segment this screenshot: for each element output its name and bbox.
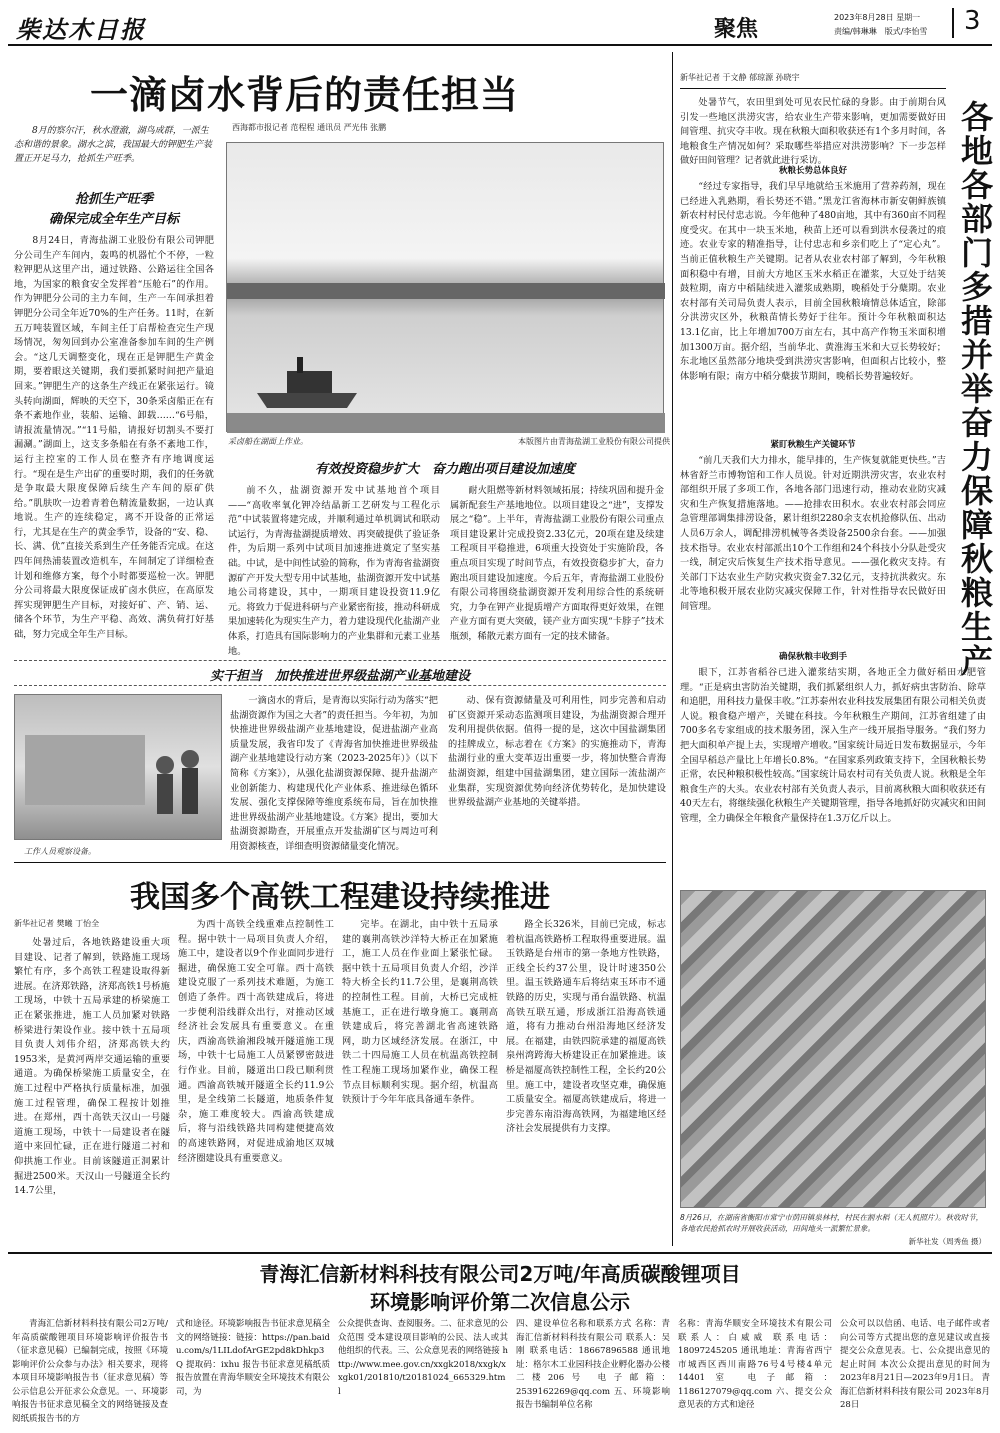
notice-col4: 四、建设单位名称和联系方式 名称：青海汇信新材料科技有限公司 联系人：吴刚 联系电话：18667896588 通讯地址：格尔木工业园科技企业孵化器办公楼二楼206号 电子邮箱：2539162269@qq.com 五、环境影响报告书编制单位名称 <box>516 1319 670 1410</box>
story2-top-rule <box>680 88 946 89</box>
story2-col2: “经过专家指导，我们早早地就给玉米施用了营养药剂，现在已经进入乳熟期，看长势还不错。”黑龙江省海林市新安朝鲜族镇新农村村民付忠志说。今年他种了480亩地，其中有360亩不同程度受灾。在其中一块玉米地，秧苗上还可以看到洪水侵袭过的痕迹。农业专家的精准指导，让付忠志和乡亲们吃上了“定心丸”。当前正值秋粮生产关键期。记者从农业农村部了解到，今年秋粮面积稳中有增，目前大方地区玉米水稻正在灌浆，大豆处于结荚鼓粒期，南方中稻陆续进入灌浆成熟期，晚稻处于分蘖期。农业农村部有关司局负责人表示，目前全国秋粮墒情总体适宜，除部分洪涝灾区外，秋粮苗情长势好于往年。预计今年秋粮面积达13.1亿亩，比上年增加700万亩左右，其中高产作物玉米面积增加1300万亩。据介绍，当前华北、黄淮海玉米和大豆长势较好；东北地区虽然部分地块受到洪涝灾害影响，但面积占比较小，整体影响有限；南方中稻分蘖拔节期间，晚稻长势普遍较好。 <box>680 181 946 382</box>
story2-byline: 新华社记者 于文静 郁琼源 孙晓宇 <box>680 73 800 82</box>
story2-subhead2: 紧盯秋粮生产关键环节 <box>770 440 856 450</box>
rice-field-photo <box>680 890 986 1208</box>
rice-field-caption: 8月26日，在湖南省衡阳市常宁市荫田镇泉林村，村民在割水稻（无人机照片）。秋收时节，各地农民抢抓农时开展收获活动，田间地头一派繁忙景象。 <box>680 1213 984 1233</box>
story1-col1: 8月24日，青海盐湖工业股份有限公司钾肥分公司生产车间内，轰鸣的机器忙个不停，一粒粒钾肥从这里产出，通过铁路、公路运往全国各地，为国家的粮食安全发挥着“压舱石”的作用。作为钾肥分公司的主力车间，生产一车间承担着钾肥分公司全年近70%的生产任务。11时，在新五万吨装置区域，车间主任丁启帮检查完生产现场情况，匆匆回到办公室准备参加车间的生产例会。“这几天调整变化，现在正是钾肥生产黄金期，要着眼这关键期，我们要抓紧时间把产量追回来。”钾肥生产的这条生产线正在紧张运行。镜头转向湖面，辉映的天空下，30条采卤船正在有条不紊地作业，装船、运输、卸载……“6号船，请报流量情况。”“11号船，请报好切割头不要打漏涮。”湖面上，这支多条船在有条不紊地工作，运行主控室的工作人员在整齐有序地调度运行。“现在是生产出矿的重要时期，我们的任务就是争取最大限度保障后续生产车间的原矿供给。”肌肤吹一边着青着色精流量数据，一边认真地说。生产的连续稳定，离不开设备的正常运行，尤其是在生产的黄金季节，设备的“安、稳、长、满、优”直接关系到生产任务能否完成。在这四年间热浦装置改造机车，车间制定了详细检查计划和维修方案，每个小时都要巡检一次。钾肥分公司将最大限度保证成矿卤水供应，在高原发挥实现钾肥生产目标，对接好矿、产、销、运、储各个环节，为生产平稳、高效、满负荷打好基础，努力完成全年生产目标。 <box>14 235 214 641</box>
story1-bottom-rule <box>14 862 666 863</box>
story3-col1: 处暑过后，各地铁路建设重大项目建设、记者了解到，铁路施工现场繁忙有序，多个高铁工程建设取得新进展。在济郑铁路，济郑高铁1号桥施工现场，中铁十五局承建的桥梁施工正在紧张推进，施工人员加紧对铁路桥梁进行架设作业。接中铁十五局项目负责人刘伟介绍，济郑高铁大约1953米，是黄河两岸交通运输的重要通道。为确保桥梁施工质量安全，在施工过程中严格执行质量标准，加强施工过程管理，确保工程按计划推进。在郑州，西十高铁天汉山一号隧道施工现场，中铁十一局建设者在隧道中来回忙碌，正在进行隧道二衬和仰拱施工作业。目前该隧道正洞累计掘进2500米。天汉山一号隧道全长约14.7公里， <box>14 937 170 1197</box>
story2-headline <box>952 100 992 740</box>
story1-byline: 西海都市报记者 范程程 通讯员 严光伟 张鹏 <box>232 123 387 132</box>
boat-illustration <box>227 143 665 433</box>
story1-col3: 耐火阻燃等新材料领域拓展；持续巩固和提升金属新配套生产基地地位。以项目建设之“进”，支撑发展之“稳”。上半年，青海盐湖工业股份有限公司重点项目建设累计完成投资2.33亿元，20项在建及续建工程项目平稳推进，6项重大投资处于实施阶段，各重点项目实现了时间节点，有效投资稳步扩大，奋力跑出项目建设加速度。今后五年，青海盐湖工业股份有限公司将围绕盐湖资源开发利用综合性的系统研究，力争在钾产业提质增产方面取得更好效果，在锂产业方面有更大突破，镁产业方面实现“卡脖子”技术瓶颈，稀散元素方面有一定的技术储备。 <box>450 485 664 642</box>
notice-col1: 青海汇信新材料科技有限公司2万吨/年高质碳酸锂项目环境影响评价报告书（征求意见稿）已编制完成，按照《环境影响评价公众参与办法》相关要求，现将本项目环境影响报告书（征求意见稿）等公示信息公开征求公众意见。一、环境影响报告书征求意见稿全文的网络链接及查阅纸质报告书的方 <box>12 1319 168 1424</box>
notice-col5: 名称：青海华顺安全环境技术有限公司 联系人：白威威 联系电话：18097245205 通讯地址：青海省西宁市城西区西川南路76号4号楼4单元14401室 电子邮箱：1186127079@qq.com 六、提交公众意见表的方式和途径 <box>678 1319 832 1410</box>
notice-col3: 公众提供查询、查阅服务。二、征求意见的公众范围 受本建设项目影响的公民、法人或其他组织的代表。三、公众意见表的网络链接 http://www.mee.gov.cn/xxgk2018/xxgk/xxgk01/201810/t20181024_665329.html <box>338 1319 509 1397</box>
workers-illustration <box>15 695 223 841</box>
story3-headline: 我国多个高铁工程建设持续推进 <box>130 880 550 915</box>
workers-photo <box>14 694 222 840</box>
section-name: 聚焦 <box>714 17 759 42</box>
story1-headline: 一滴卤水背后的责任担当 <box>90 72 520 117</box>
story2-col1: 处暑节气，农田里到处可见农民忙碌的身影。由于前期台风引发一些地区洪涝灾害，给农业生产带来影响，更加需要做好田间管理、抗灾夺丰收。现在秋粮大面积收获还有1个多月时间，各地粮食生产情况如何？采取哪些举措应对洪涝影响？下一步怎样做好田间管理？记者就此进行采访。 <box>680 97 946 167</box>
story1-subhead2: 确保完成全年生产目标 <box>48 212 179 227</box>
column-divider <box>672 52 673 1246</box>
paper-name: 柴达木日报 <box>16 15 146 44</box>
editors-line: 责编/韩琳琳 版式/李怡雪 <box>834 27 928 36</box>
photo-caption-left: 采卤船在湖面上作业。 <box>228 437 308 446</box>
story1-lead: 8月的察尔汗，秋水澄澈，湖鸟成群，一派生态和谐的景象。湖水之滨，我国最大的钾肥生产装置正开足马力，抢抓生产旺季。 <box>14 126 213 164</box>
page-number: 3 <box>964 6 981 36</box>
notice-title-line2: 环境影响评价第二次信息公示 <box>370 1290 630 1314</box>
notice-title-line1: 青海汇信新材料科技有限公司2万吨/年高质碳酸锂项目 <box>259 1262 741 1286</box>
masthead <box>8 4 992 44</box>
notice-top-rule <box>8 1252 992 1254</box>
story2-subhead3: 确保秋粮丰收到手 <box>778 652 847 662</box>
issue-date: 2023年8月28日 星期一 <box>834 13 921 22</box>
story3-byline: 新华社记者 樊曦 丁怡全 <box>14 919 100 928</box>
story1-subhead3: 有效投资稳步扩大 奋力跑出项目建设加速度 <box>314 462 575 477</box>
story2-col3: “前几天我们大力排水，能早排的，生产恢复就能更快些。”吉林省舒兰市博物馆和工作人员说。针对近期洪涝灾害，农业农村部组织开展了多项工作，各地各部门迅速行动，推动农业防灾减灾和生产恢复措施落地。——抢排农田积水。农业农村部会同应急管理部调集排涝设备，累计组织2280余支农机抢修队伍、出动人员6万余人，调配排涝机械等各类设备2500余台套。——加强技术指导。农业农村部派出10个工作组和24个科技小分队赴受灾一线，制定灾后恢复生产技术指导意见。——强化救灾支持。有关部门下达农业生产防灾救灾资金7.32亿元，支持抗洪救灾。东北等地积极开展农业防灾减灾保障工作，针对性指导农民做好田间管理。 <box>680 455 946 612</box>
photo-caption-right: 本版图片由青海盐湖工业股份有限公司提供 <box>518 437 670 446</box>
salt-lake-photo <box>226 142 664 432</box>
workers-photo-caption: 工作人员观察设备。 <box>24 847 96 856</box>
masthead-rule <box>8 44 992 46</box>
story3-col4: 路全长326米，目前已完成，标志着杭温高铁路桥工程取得重要进展。温玉铁路是台州市的第一条地方性铁路，正线全长约37公里，设计时速350公里。温玉铁路通车后将结束玉环市不通铁路的历史，实现与甬台温铁路、杭温高铁互联互通，形成浙江沿海高铁通道，将有力推动台州沿海地区经济发展。在福建，由铁四院承建的福厦高铁泉州湾跨海大桥建设正在加紧推进。该桥是福厦高铁控制性工程，全长约20公里。施工中，建设者攻坚克难，确保施工质量安全。福厦高铁建成后，将进一步完善东南沿海高铁网，为福建地区经济社会发展提供有力支撑。 <box>506 919 666 1135</box>
story2-headline-text: 各地各部门多措并举奋力保障秋粮生产 <box>956 100 994 678</box>
notice-col2: 式和途径。环境影响报告书征求意见稿全文的网络链接：链接：https://pan.baidu.com/s/1LILdofArGE2pd8kDhkp3Q 提取码：ixhu 报告书征求意见稿纸质报告放置在青海华顺安全环境技术有限公司，为 <box>176 1319 330 1397</box>
story1-subhead4: 实干担当 加快推进世界级盐湖产业基地建设 <box>209 669 470 684</box>
story2-subhead1: 秋粮长势总体良好 <box>778 166 847 176</box>
story1-subhead1: 抢抓生产旺季 <box>74 192 153 207</box>
story2-col4: 眼下，江苏省稻谷已进入灌浆结实期，各地正全力做好稻田水肥管理。“正是病虫害防治关键期，我们抓紧组织人力，抓好病虫害防治、除草和追肥，用科技力量保丰收。”江苏泰州农业科技发展集团有限公司相关负责人说。粮食稳产增产，关键在科技。今年秋粮生产期间，江苏省组建了由700多名专家组成的技术服务团，深入生产一线开展指导服务。“我们努力把大面积单产提上去，实现增产增收。”国家统计局近日发布数据显示，今年全国早稻总产量比上年增长0.8%。“在国家系列政策支持下，全国秋粮长势正常，农民种粮积极性较高。”国家统计局农村司有关负责人说。秋粮是全年粮食生产的大头。农业农村部有关负责人表示，目前离秋粮大面积收获还有40天左右，将继续强化秋粮生产关键期管理，指导各地抓好防灾减灾和田间管理，全力确保全年粮食产量保持在1.3万亿斤以上。 <box>680 667 986 824</box>
story1-col5: 动、保有资源储量及可利用性，同步完善和启动矿区资源开采动态监测项目建设，为盐湖资源合理开发利用提供依据。值得一提的是，这次中国盐湖集团的挂牌成立，标志着在《方案》的实施推动下，青海盐湖行业的重大变革迈出重要一步，将加快整合青海盐湖资源，组建中国盐湖集团，建立国际一流盐湖产业集群，实现资源优势向经济优势转化，是加快建设世界级盐湖产业基地的关键举措。 <box>448 695 666 809</box>
notice-col6: 公众可以以信函、电话、电子邮件或者向公司等方式提出您的意见建议或直接提交公众意见表。七、公众提出意见的起止时间 本次公众提出意见的时间为2023年8月21日—2023年9月1日。 青海汇信新材料科技有限公司 2023年8月28日 <box>840 1319 990 1410</box>
story1-col4: 一滴卤水的背后，是青海以实际行动为落实“把盐湖资源作为国之大者”的责任担当。今年初，为加快推进世界级盐湖产业基地建设，促进盐湖产业高质量发展，我省印发了《青海省加快推进世界级盐湖产业基地建设行动方案（2023-2025年）》（以下简称《方案》），从强化盐湖资源保障、提升盐湖产业创新能力、构建现代化产业体系、推进绿色循环发展、强化支撑保障等维度系统布局，旨在加快推进世界级盐湖产业基地建设。《方案》提出，要加大盐湖资源勘查，开展重点开发盐湖矿区与周边可利用资源核查，详细查明资源储量变化情况。 <box>230 695 438 852</box>
story3-col3: 完毕。在湖北，由中铁十五局承建的襄荆高铁沙洋特大桥正在加紧施工，施工人员在作业面上紧张忙碌。据中铁十五局项目负责人介绍，沙洋特大桥全长约11.7公里，是襄荆高铁的控制性工程。目前，大桥已完成桩基施工，正在进行墩身施工。襄荆高铁建成后，将完善湖北省高速铁路网，助力区域经济发展。在浙江，中铁二十四局施工人员在杭温高铁控制性工程施工现场加紧作业，确保工程节点目标顺利实现。据介绍，杭温高铁预计于今年年底具备通车条件。 <box>342 919 498 1106</box>
story3-col2: 为西十高铁全线重难点控制性工程。据中铁十一局项目负责人介绍，施工中，建设者以9个作业面同步进行掘进，确保施工安全可靠。西十高铁建设克服了一系列技术难题，为施工创造了条件。西十高铁建成后，将进一步便利沿线群众出行，对推动区域经济社会发展具有重要意义。在重庆，西渝高铁渝湘段城开隧道施工现场，中铁十七局施工人员紧锣密鼓进行作业。目前，隧道出口段已顺利贯通。西渝高铁城开隧道全长约11.9公里，是全线第二长隧道，地质条件复杂，施工难度较大。西渝高铁建成后，将与沿线铁路共同构建便捷高效的高速铁路网，对促进成渝地区双城经济圈建设具有重要意义。 <box>178 919 334 1164</box>
story1-col2: 前不久，盐湖资源开发中试基地首个项目——“高收率氧化钾冷结晶新工艺研发与工程化示范”中试装置将建完成，并顺利通过单机调试和联动试运行，为青海盐湖提质增效、再突破提供了验证条件，为后期一系列中试项目加速推进奠定了坚实基础。中试，是中间性试验的简称，作为青海省盐湖资源矿产开发大型专用中试基地，盐湖资源开发中试基地公司将建设，其中，一期项目建设投资11.9亿元。将致力于促进科研与产业紧密衔接，推动科研成果加速转化为现实生产力，着力建设现代化盐湖产业体系，打造具有国际影响力的产业集群和元素工业基地。 <box>228 485 440 657</box>
rice-field-credit: 新华社发（周秀鱼 摄） <box>908 1237 986 1246</box>
page-divider <box>952 8 954 38</box>
